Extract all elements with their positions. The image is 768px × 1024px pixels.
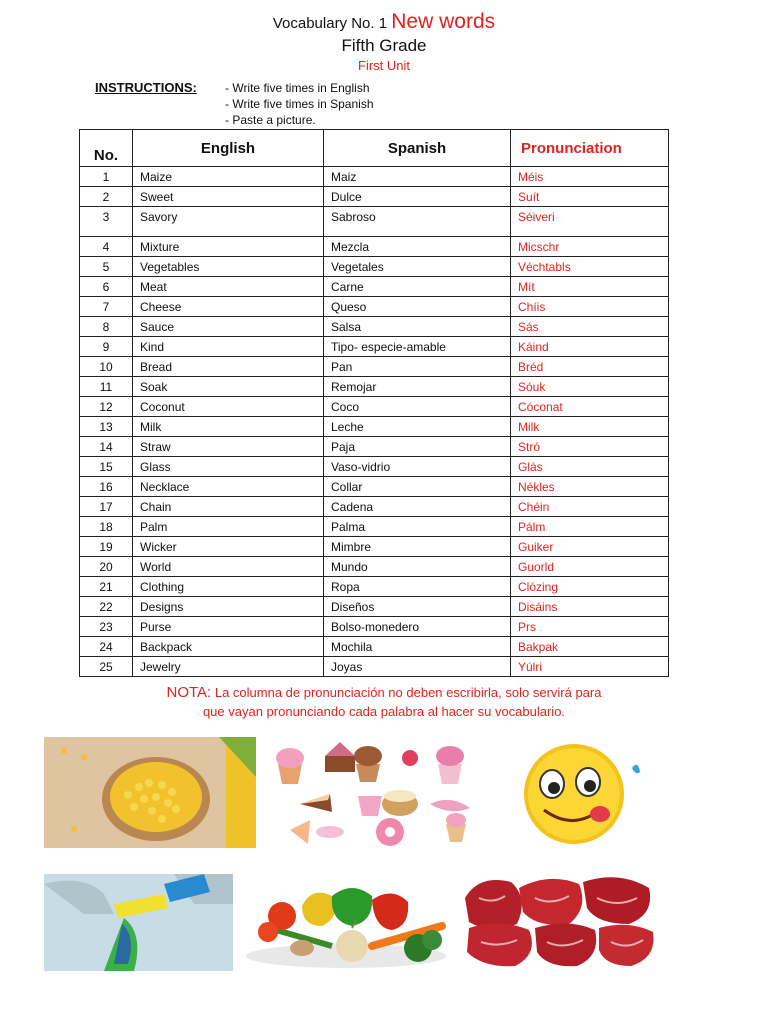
cell-no: 16 xyxy=(80,477,133,497)
unit-label: First Unit xyxy=(358,58,410,73)
cell-english: Soak xyxy=(133,377,324,397)
table-row xyxy=(80,497,669,517)
table-row xyxy=(80,237,669,257)
cell-pronunciation: Guorld xyxy=(511,557,669,577)
cell-no: 7 xyxy=(80,297,133,317)
cell-spanish: Mundo xyxy=(324,557,511,577)
cell-english: Savory xyxy=(133,207,324,237)
cell-spanish: Palma xyxy=(324,517,511,537)
table-row xyxy=(80,317,669,337)
cell-english: Mixture xyxy=(133,237,324,257)
cell-pronunciation: Prs xyxy=(511,617,669,637)
header-english: English xyxy=(133,130,324,167)
cell-pronunciation: Chíis xyxy=(511,297,669,317)
instructions-label: INSTRUCTIONS: xyxy=(95,80,197,95)
cell-no: 15 xyxy=(80,457,133,477)
cell-no: 6 xyxy=(80,277,133,297)
cell-pronunciation: Chéin xyxy=(511,497,669,517)
cell-no: 11 xyxy=(80,377,133,397)
table-row xyxy=(80,597,669,617)
note-line: La columna de pronunciación no deben escribirla, solo servirá para xyxy=(214,685,602,700)
cell-no: 22 xyxy=(80,597,133,617)
cell-english: Glass xyxy=(133,457,324,477)
cell-no: 1 xyxy=(80,167,133,187)
cell-spanish: Sabroso xyxy=(324,207,511,237)
cell-spanish: Salsa xyxy=(324,317,511,337)
cell-pronunciation: Sóuk xyxy=(511,377,669,397)
cell-spanish: Carne xyxy=(324,277,511,297)
table-row xyxy=(80,577,669,597)
vocabulary-table xyxy=(79,129,669,677)
header-pronunciation: Pronunciation xyxy=(511,130,669,167)
cell-spanish: Cadena xyxy=(324,497,511,517)
cell-pronunciation: Mít xyxy=(511,277,669,297)
cell-pronunciation: Bréd xyxy=(511,357,669,377)
meat-image xyxy=(459,868,657,971)
cell-spanish: Vaso-vidrio xyxy=(324,457,511,477)
table-row xyxy=(80,207,669,237)
cell-spanish: Diseños xyxy=(324,597,511,617)
cell-spanish: Ropa xyxy=(324,577,511,597)
table-row xyxy=(80,167,669,187)
note xyxy=(0,683,768,721)
cell-english: Vegetables xyxy=(133,257,324,277)
note-line: que vayan pronunciando cada palabra al hacer su vocabulario. xyxy=(202,704,566,719)
cell-no: 12 xyxy=(80,397,133,417)
cell-no: 3 xyxy=(80,207,133,237)
cell-english: Bread xyxy=(133,357,324,377)
cell-english: Straw xyxy=(133,437,324,457)
vegetables-image xyxy=(242,866,450,971)
header-spanish: Spanish xyxy=(324,130,511,167)
cell-spanish: Tipo- especie-amable xyxy=(324,337,511,357)
table-row xyxy=(80,337,669,357)
table-row xyxy=(80,257,669,277)
cell-no: 19 xyxy=(80,537,133,557)
cell-pronunciation: Pálm xyxy=(511,517,669,537)
cell-no: 4 xyxy=(80,237,133,257)
table-row xyxy=(80,537,669,557)
cell-spanish: Paja xyxy=(324,437,511,457)
cell-english: Chain xyxy=(133,497,324,517)
cell-no: 9 xyxy=(80,337,133,357)
cell-english: Palm xyxy=(133,517,324,537)
table-row xyxy=(80,277,669,297)
instruction-line: - Paste a picture. xyxy=(225,113,316,127)
new-words-heading: New words xyxy=(391,10,496,33)
cell-spanish: Dulce xyxy=(324,187,511,207)
cell-spanish: Vegetales xyxy=(324,257,511,277)
cell-no: 5 xyxy=(80,257,133,277)
cell-pronunciation: Glás xyxy=(511,457,669,477)
table-row xyxy=(80,187,669,207)
cell-pronunciation: Káind xyxy=(511,337,669,357)
cell-spanish: Remojar xyxy=(324,377,511,397)
mixture-image xyxy=(44,874,233,971)
cell-spanish: Maiz xyxy=(324,167,511,187)
cell-pronunciation: Micschr xyxy=(511,237,669,257)
cell-no: 17 xyxy=(80,497,133,517)
cell-pronunciation: Guiker xyxy=(511,537,669,557)
cell-english: Cheese xyxy=(133,297,324,317)
grade-label: Fifth Grade xyxy=(341,36,427,55)
cell-english: Sauce xyxy=(133,317,324,337)
header-no: No. xyxy=(80,130,133,167)
cell-no: 10 xyxy=(80,357,133,377)
cell-no: 2 xyxy=(80,187,133,207)
instruction-line: - Write five times in English xyxy=(225,81,370,95)
cell-pronunciation: Clózing xyxy=(511,577,669,597)
cell-english: Kind xyxy=(133,337,324,357)
cell-spanish: Mochila xyxy=(324,637,511,657)
note-tag: NOTA: xyxy=(166,684,212,701)
table-row xyxy=(80,357,669,377)
cell-spanish: Queso xyxy=(324,297,511,317)
cell-no: 18 xyxy=(80,517,133,537)
cell-english: World xyxy=(133,557,324,577)
table-row xyxy=(80,437,669,457)
cell-no: 20 xyxy=(80,557,133,577)
cell-spanish: Pan xyxy=(324,357,511,377)
cell-english: Maize xyxy=(133,167,324,187)
table-body xyxy=(80,167,669,677)
cell-pronunciation: Nékles xyxy=(511,477,669,497)
cell-pronunciation: Méis xyxy=(511,167,669,187)
cell-english: Meat xyxy=(133,277,324,297)
table-row xyxy=(80,417,669,437)
cell-english: Jewelry xyxy=(133,657,324,677)
cell-pronunciation: Séiveri xyxy=(511,207,669,237)
table-row xyxy=(80,457,669,477)
table-row xyxy=(80,617,669,637)
cell-english: Purse xyxy=(133,617,324,637)
cell-spanish: Mimbre xyxy=(324,537,511,557)
cell-no: 14 xyxy=(80,437,133,457)
cell-spanish: Coco xyxy=(324,397,511,417)
cell-spanish: Leche xyxy=(324,417,511,437)
savory-emoji-image xyxy=(500,740,654,848)
cell-pronunciation: Véchtabls xyxy=(511,257,669,277)
cell-english: Necklace xyxy=(133,477,324,497)
cell-no: 21 xyxy=(80,577,133,597)
cell-english: Coconut xyxy=(133,397,324,417)
table-row xyxy=(80,637,669,657)
table-row xyxy=(80,657,669,677)
cell-pronunciation: Yúlri xyxy=(511,657,669,677)
cell-no: 24 xyxy=(80,637,133,657)
cell-no: 25 xyxy=(80,657,133,677)
cell-spanish: Collar xyxy=(324,477,511,497)
table-row xyxy=(80,517,669,537)
table-row xyxy=(80,477,669,497)
table-row xyxy=(80,557,669,577)
cell-pronunciation: Disáins xyxy=(511,597,669,617)
cell-english: Clothing xyxy=(133,577,324,597)
table-row xyxy=(80,297,669,317)
cell-pronunciation: Bakpak xyxy=(511,637,669,657)
cell-spanish: Joyas xyxy=(324,657,511,677)
cell-pronunciation: Milk xyxy=(511,417,669,437)
document-title xyxy=(0,10,768,34)
cell-english: Sweet xyxy=(133,187,324,207)
cell-pronunciation: Suít xyxy=(511,187,669,207)
table-header-row xyxy=(80,130,669,167)
cell-english: Milk xyxy=(133,417,324,437)
table-row xyxy=(80,377,669,397)
vocab-label: Vocabulary No. 1 xyxy=(272,15,388,32)
cell-pronunciation: Sás xyxy=(511,317,669,337)
cell-pronunciation: Stró xyxy=(511,437,669,457)
cell-english: Designs xyxy=(133,597,324,617)
instruction-line: - Write five times in Spanish xyxy=(225,97,374,111)
corn-image xyxy=(44,737,256,848)
table-row xyxy=(80,397,669,417)
cell-no: 8 xyxy=(80,317,133,337)
cell-spanish: Mezcla xyxy=(324,237,511,257)
cell-no: 23 xyxy=(80,617,133,637)
cell-pronunciation: Cóconat xyxy=(511,397,669,417)
sweets-image xyxy=(270,734,480,848)
cell-spanish: Bolso-monedero xyxy=(324,617,511,637)
cell-no: 13 xyxy=(80,417,133,437)
cell-english: Backpack xyxy=(133,637,324,657)
cell-english: Wicker xyxy=(133,537,324,557)
